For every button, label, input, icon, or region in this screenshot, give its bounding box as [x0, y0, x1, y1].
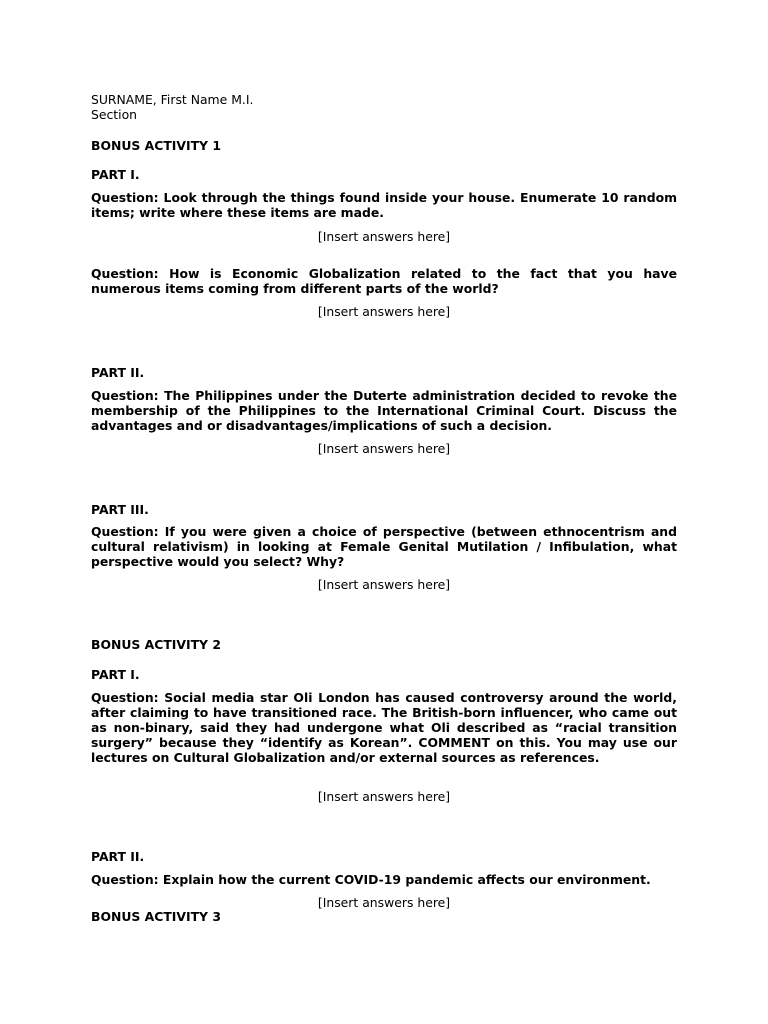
activity-1-part-1-question-2: Question: How is Economic Globalization related to the fact that you have numerous items coming from different parts of the world? [91, 266, 677, 296]
student-name: SURNAME, First Name M.I. [91, 92, 254, 107]
activity-2-part-1-question: Question: Social media star Oli London has caused controversy around the world, after claiming to have transitioned race. The British-born influencer, who came out as non-binary, said they had undergone what Oli described as “racial transition surgery” because they “identify as Korean”. COMMENT on this. You may use our lectures on Cultural Globalization and/or external sources as references. [91, 690, 677, 765]
activity-1-part-2-question: Question: The Philippines under the Duterte administration decided to revoke the membership of the Philippines to the International Criminal Court. Discuss the advantages and or disadvantages/implications of such a decision. [91, 388, 677, 433]
activity-1-part-3-title: PART III. [91, 502, 149, 517]
activity-1-title: BONUS ACTIVITY 1 [91, 138, 221, 153]
activity-2-part-1-answer: [Insert answers here] [317, 789, 451, 804]
activity-1-part-3-answer: [Insert answers here] [317, 577, 451, 592]
activity-1-part-2-title: PART II. [91, 365, 145, 380]
activity-1-part-2-answer: [Insert answers here] [317, 441, 451, 456]
activity-2-part-2-answer: [Insert answers here] [317, 895, 451, 910]
student-section: Section [91, 107, 138, 122]
activity-2-part-2-question: Question: Explain how the current COVID-19 pandemic affects our environment. [91, 872, 651, 887]
activity-2-part-1-title: PART I. [91, 667, 140, 682]
activity-1-part-1-answer-1: [Insert answers here] [317, 229, 451, 244]
activity-1-part-3-question: Question: If you were given a choice of perspective (between ethnocentrism and cultural relativism) in looking at Female Genital Mutilation / Infibulation, what perspective would you select? Why? [91, 524, 677, 569]
activity-2-part-2-title: PART II. [91, 849, 145, 864]
activity-2-title: BONUS ACTIVITY 2 [91, 637, 221, 652]
activity-3-title: BONUS ACTIVITY 3 [91, 909, 221, 924]
activity-1-part-1-question-1: Question: Look through the things found inside your house. Enumerate 10 random items; write where these items are made. [91, 190, 677, 220]
activity-1-part-1-answer-2: [Insert answers here] [317, 304, 451, 319]
header-block [91, 92, 677, 122]
activity-1-part-1-title: PART I. [91, 167, 140, 182]
